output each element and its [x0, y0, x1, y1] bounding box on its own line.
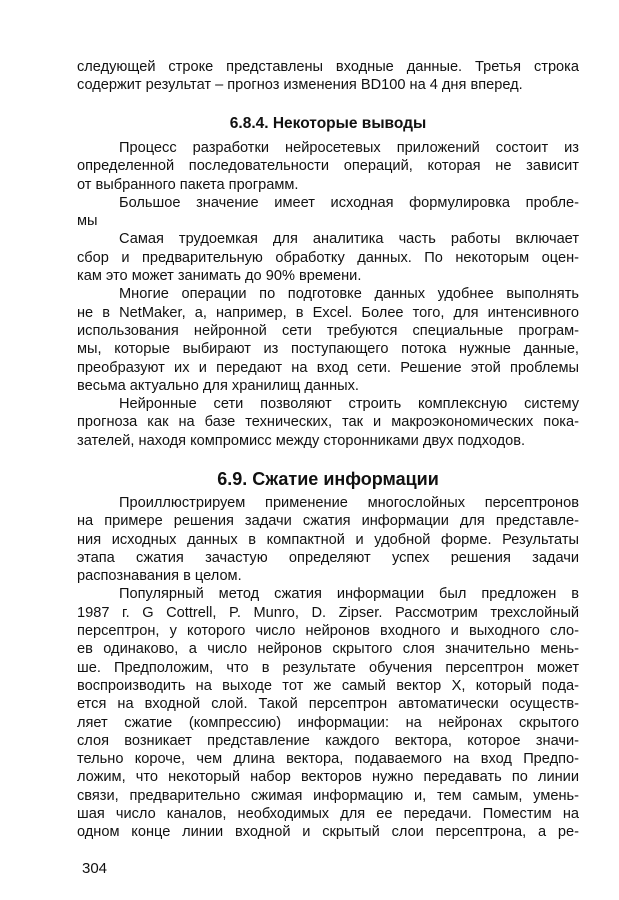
text-line: определенной последовательности операций, которая не зависит — [77, 158, 579, 175]
text-line: Популярный метод сжатия информации был предложен в — [119, 586, 579, 603]
text-line: воспроизводить на выходе тот же самый вектор X, который пода- — [77, 677, 579, 694]
text-line: ложим, что некоторый набор векторов нужно передавать по линии — [77, 769, 579, 786]
text-line: использования нейронной сети требуются специальные програм- — [77, 322, 579, 339]
text-line: содержит результат – прогноз изменения BD100 на 4 дня вперед. — [77, 77, 523, 94]
text-line: персептрон, у которого число нейронов входного и выходного сло- — [77, 623, 579, 640]
text-line: мы — [77, 213, 98, 230]
intro-paragraph — [77, 58, 579, 95]
text-line: прогноза как на базе технических, так и макроэкономических пока- — [77, 414, 579, 431]
section-6-8-4-body — [77, 139, 579, 450]
text-line: от выбранного пакета программ. — [77, 176, 299, 193]
text-line: Проиллюстрируем применение многослойных персептронов — [119, 495, 579, 511]
text-line: тельно короче, чем длина вектора, подаваемого на вход Предпо- — [77, 751, 579, 768]
text-line: ше. Предположим, что в результате обучения персептрон может — [77, 659, 579, 676]
text-line: шая число каналов, необходимых для ее передачи. Поместим на — [77, 806, 579, 823]
text-line: Нейронные сети позволяют строить комплексную систему — [119, 396, 579, 413]
text-line: Большое значение имеет исходная формулировка пробле- — [119, 194, 579, 211]
text-line: ния исходных данных в компактной и удобной форме. Результаты — [77, 531, 579, 548]
text-line: Процесс разработки нейросетевых приложений состоит из — [119, 140, 579, 156]
text-line: слоя возникает представление каждого вектора, которое значи- — [77, 732, 579, 749]
section-heading-6-8-4: 6.8.4. Некоторые выводы — [229, 115, 427, 132]
text-line: этапа сжатия зачастую определяют успех решения задачи — [77, 549, 579, 566]
section-6-9-body — [77, 494, 579, 842]
page-number: 304 — [82, 860, 108, 877]
text-line: сбор и предварительную обработку данных. По некоторым оцен- — [77, 249, 579, 266]
text-line: 1987 г. G Cottrell, P. Munro, D. Zipser. Рассмотрим трехслойный — [77, 604, 579, 621]
text-line: Многие операции по подготовке данных удобнее выполнять — [119, 286, 579, 303]
text-line: связи, предварительно сжимая информацию и, тем самым, умень- — [77, 787, 579, 804]
text-line: зателей, находя компромисс между сторонниками двух подходов. — [77, 432, 526, 449]
text-line: на примере решения задачи сжатия информации для представле- — [77, 513, 579, 530]
text-line: одном конце линии входной и скрытый слои персептрона, а ре- — [77, 824, 579, 841]
text-line: следующей строке представлены входные данные. Третья строка — [77, 59, 579, 75]
text-line: Самая трудоемкая для аналитика часть работы включает — [119, 231, 579, 248]
text-line: ется на входной слой. Такой персептрон автоматически осуществ- — [77, 696, 579, 713]
text-line: кам это может занимать до 90% времени. — [77, 268, 362, 285]
text-line: ляет сжатие (компрессию) информации: на нейронах скрытого — [77, 714, 579, 731]
text-line: распознавания в целом. — [77, 568, 242, 585]
text-line: не в NetMaker, а, например, в Excel. Более того, для интенсивного — [77, 304, 579, 321]
section-heading-6-9: 6.9. Сжатие информации — [217, 469, 439, 489]
text-line: весьма актуально для хранилищ данных. — [77, 377, 359, 394]
text-line: преобразуют их и передают на вход сети. Решение этой проблемы — [77, 359, 579, 376]
text-line: ев одинаково, а число нейронов скрытого слоя значительно мень- — [77, 641, 579, 658]
text-line: мы, которые выбирают из поступающего потока нужные данные, — [77, 341, 579, 358]
